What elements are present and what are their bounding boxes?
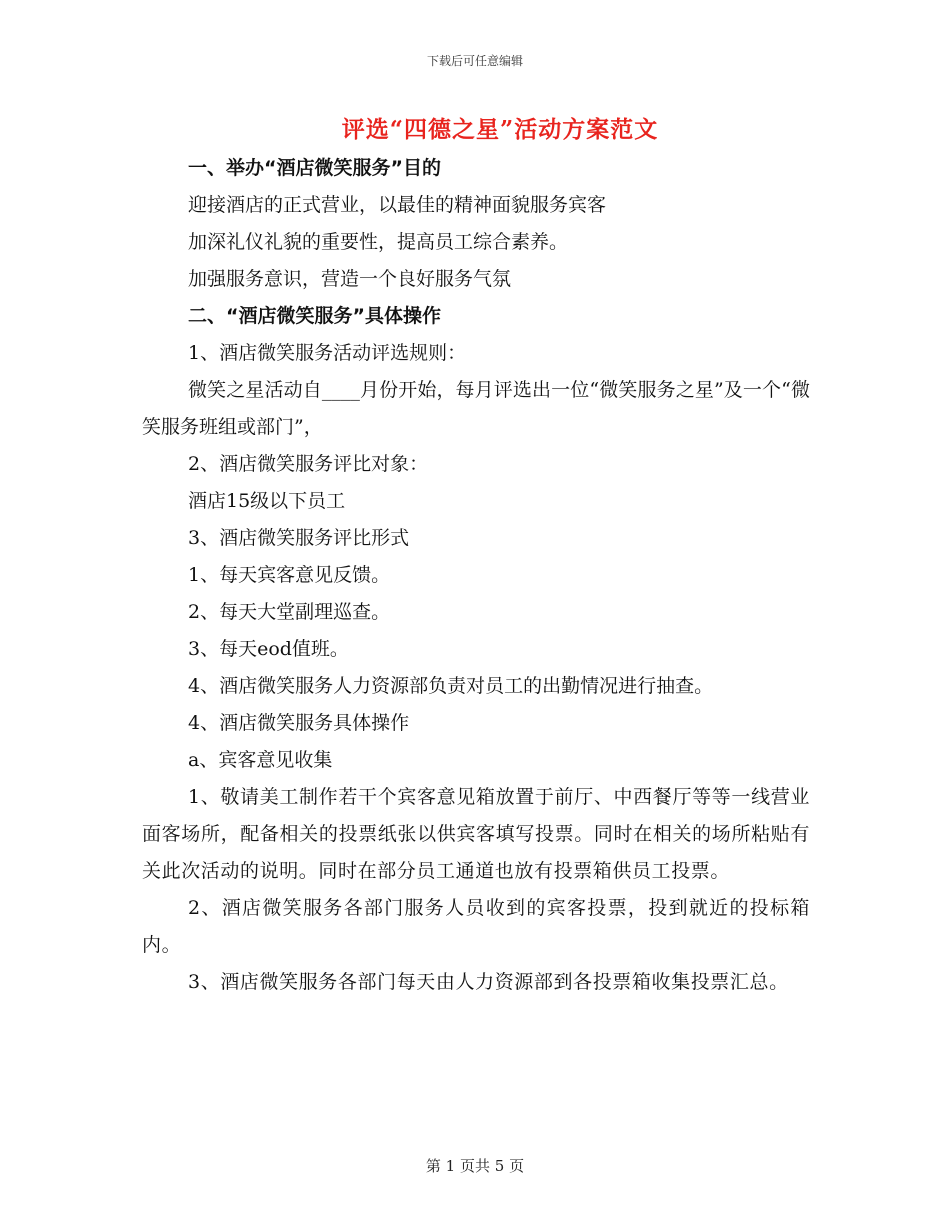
document-title: 评选“四德之星”活动方案范文 xyxy=(341,116,659,143)
paragraph: 2、酒店微笑服务评比对象： xyxy=(188,453,429,475)
page-footer: 第 1 页共 5 页 xyxy=(425,1157,525,1175)
section-heading-1: 一、举办“酒店微笑服务”目的 xyxy=(188,157,441,179)
document-body xyxy=(142,150,810,1001)
list-item: 4、酒店微笑服务人力资源部负责对员工的出勤情况进行抽查。 xyxy=(188,675,714,697)
paragraph: 1、酒店微笑服务活动评选规则： xyxy=(188,342,467,364)
paragraph: 2、酒店微笑服务各部门服务人员收到的宾客投票，投到就近的投标箱内。 xyxy=(142,897,810,956)
list-item: 2、每天大堂副理巡查。 xyxy=(188,601,391,623)
paragraph: 1、敬请美工制作若干个宾客意见箱放置于前厅、中西餐厅等等一线营业面客场所，配备相关的投票纸张以供宾客填写投票。同时在相关的场所粘贴有关此次活动的说明。同时在部分员工通道也放有投票箱供员工投票。 xyxy=(142,786,810,882)
paragraph: 迎接酒店的正式营业，以最佳的精神面貌服务宾客 xyxy=(188,194,607,216)
paragraph: 4、酒店微笑服务具体操作 xyxy=(188,712,410,734)
paragraph: a、宾客意见收集 xyxy=(188,749,333,771)
page-header: 下载后可任意编辑 xyxy=(426,54,523,68)
list-item: 1、每天宾客意见反馈。 xyxy=(188,564,391,586)
list-item: 3、每天eod值班。 xyxy=(188,638,349,660)
paragraph: 酒店15级以下员工 xyxy=(188,490,346,512)
paragraph: 加深礼仪礼貌的重要性，提高员工综合素养。 xyxy=(188,231,569,253)
paragraph: 微笑之星活动自____月份开始，每月评选出一位“微笑服务之星”及一个“微笑服务班组或部门”， xyxy=(142,379,810,438)
paragraph: 3、酒店微笑服务各部门每天由人力资源部到各投票箱收集投票汇总。 xyxy=(188,971,789,993)
section-heading-2: 二、“酒店微笑服务”具体操作 xyxy=(188,305,441,327)
paragraph: 加强服务意识，营造一个良好服务气氛 xyxy=(188,268,512,290)
paragraph: 3、酒店微笑服务评比形式 xyxy=(188,527,410,549)
